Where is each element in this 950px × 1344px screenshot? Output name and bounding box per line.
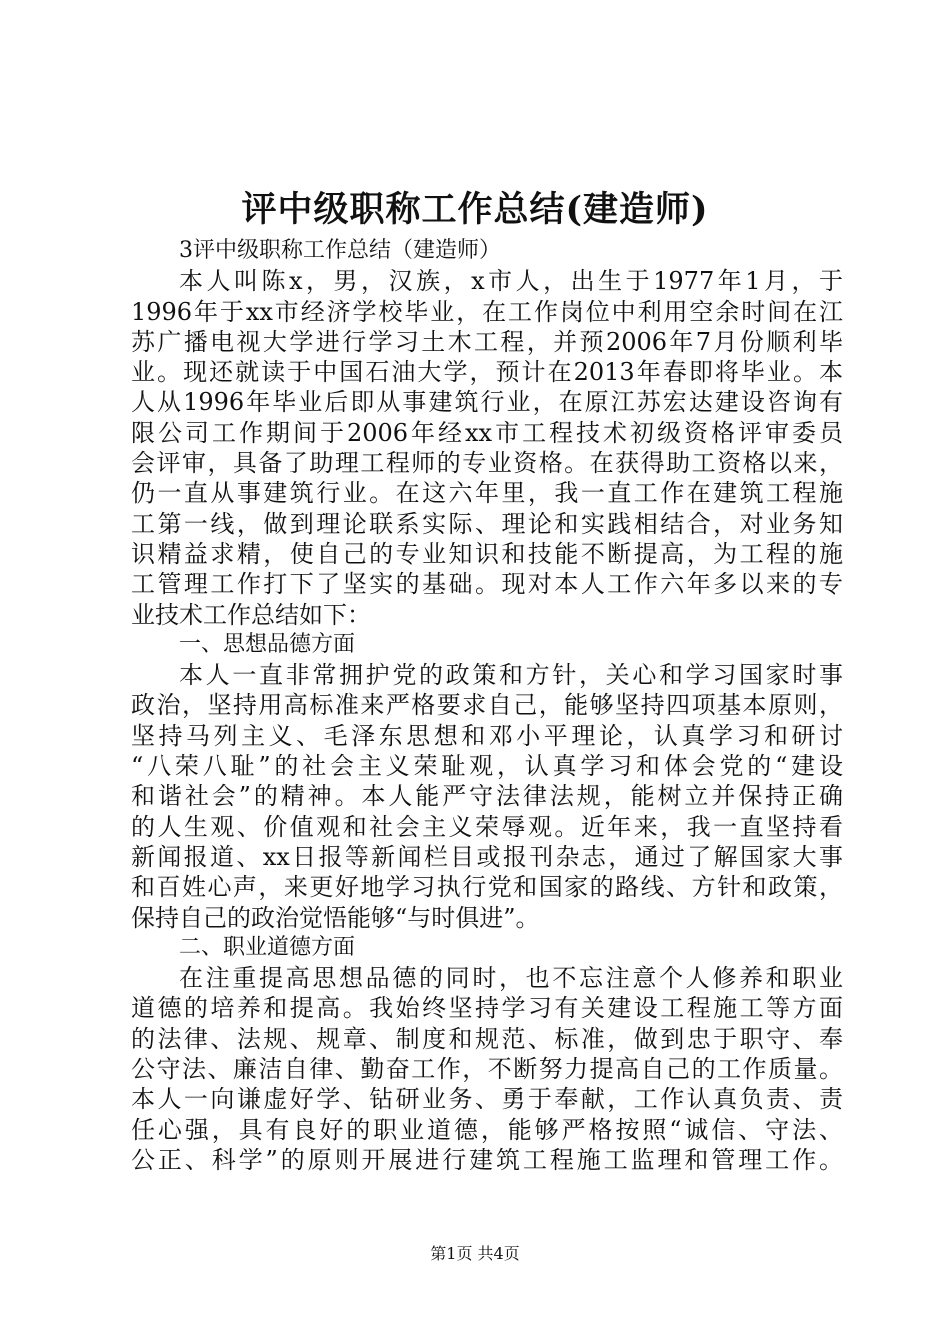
body-line: 二、职业道德方面: [179, 934, 356, 960]
body-line: “八荣八耻”的社会主义荣耻观，认真学习和体会党的“建设: [131, 752, 843, 781]
body-line: 工第一线，做到理论联系实际、理论和实践相结合，对业务知: [131, 509, 843, 538]
body-line: 一、思想品德方面: [179, 631, 356, 657]
body-line: 业技术工作总结如下：: [131, 600, 371, 629]
body-line: 道德的培养和提高。我始终坚持学习有关建设工程施工等方面: [131, 994, 843, 1023]
body-line: 的法律、法规、规章、制度和规范、标准，做到忠于职守、奉: [131, 1024, 843, 1053]
body-line: 任心强，具有良好的职业道德，能够严格按照“诚信、守法、: [131, 1115, 843, 1144]
body-line: 新闻报道、xx日报等新闻栏目或报刊杂志，通过了解国家大事: [131, 842, 843, 871]
body-line: 识精益求精，使自己的专业知识和技能不断提高，为工程的施: [131, 539, 843, 568]
body-line: 和百姓心声，来更好地学习执行党和国家的路线、方针和政策，: [131, 873, 843, 902]
body-line: 本人叫陈x，男，汉族，x市人，出生于1977年1月，于: [179, 267, 843, 296]
body-line: 1996年于xx市经济学校毕业，在工作岗位中利用空余时间在江: [131, 297, 843, 326]
body-line: 苏广播电视大学进行学习土木工程，并预2006年7月份顺利毕: [131, 327, 843, 356]
body-line: 3评中级职称工作总结（建造师）: [179, 238, 501, 263]
body-line: 保持自己的政治觉悟能够“与时俱进”。: [131, 903, 540, 932]
body-line: 本人一直非常拥护党的政策和方针，关心和学习国家时事: [179, 661, 843, 690]
body-line: 和谐社会”的精神。本人能严守法律法规，能树立并保持正确: [131, 782, 843, 811]
body-line: 本人一向谦虚好学、钻研业务、勇于奉献，工作认真负责、责: [131, 1085, 843, 1114]
body-line: 公守法、廉洁自律、勤奋工作，不断努力提高自己的工作质量。: [131, 1055, 843, 1084]
document-title: 评中级职称工作总结(建造师): [241, 189, 709, 230]
page-footer: 第1页 共4页: [430, 1244, 520, 1263]
body-line: 会评审，具备了助理工程师的专业资格。在获得助工资格以来，: [131, 449, 843, 478]
body-line: 政治，坚持用高标准来严格要求自己，能够坚持四项基本原则，: [131, 691, 843, 720]
body-line: 公正、科学”的原则开展进行建筑工程施工监理和管理工作。: [131, 1145, 843, 1174]
document-body: [131, 236, 843, 1175]
body-line: 业。现还就读于中国石油大学，预计在2013年春即将毕业。本: [131, 358, 843, 387]
body-line: 的人生观、价值观和社会主义荣辱观。近年来，我一直坚持看: [131, 812, 843, 841]
body-line: 坚持马列主义、毛泽东思想和邓小平理论，认真学习和研讨: [131, 721, 843, 750]
body-line: 工管理工作打下了坚实的基础。现对本人工作六年多以来的专: [131, 570, 843, 599]
body-line: 限公司工作期间于2006年经xx市工程技术初级资格评审委员: [131, 418, 843, 447]
body-line: 仍一直从事建筑行业。在这六年里，我一直工作在建筑工程施: [131, 479, 843, 508]
body-line: 在注重提高思想品德的同时，也不忘注意个人修养和职业: [179, 964, 843, 993]
body-line: 人从1996年毕业后即从事建筑行业，在原江苏宏达建设咨询有: [131, 388, 843, 417]
